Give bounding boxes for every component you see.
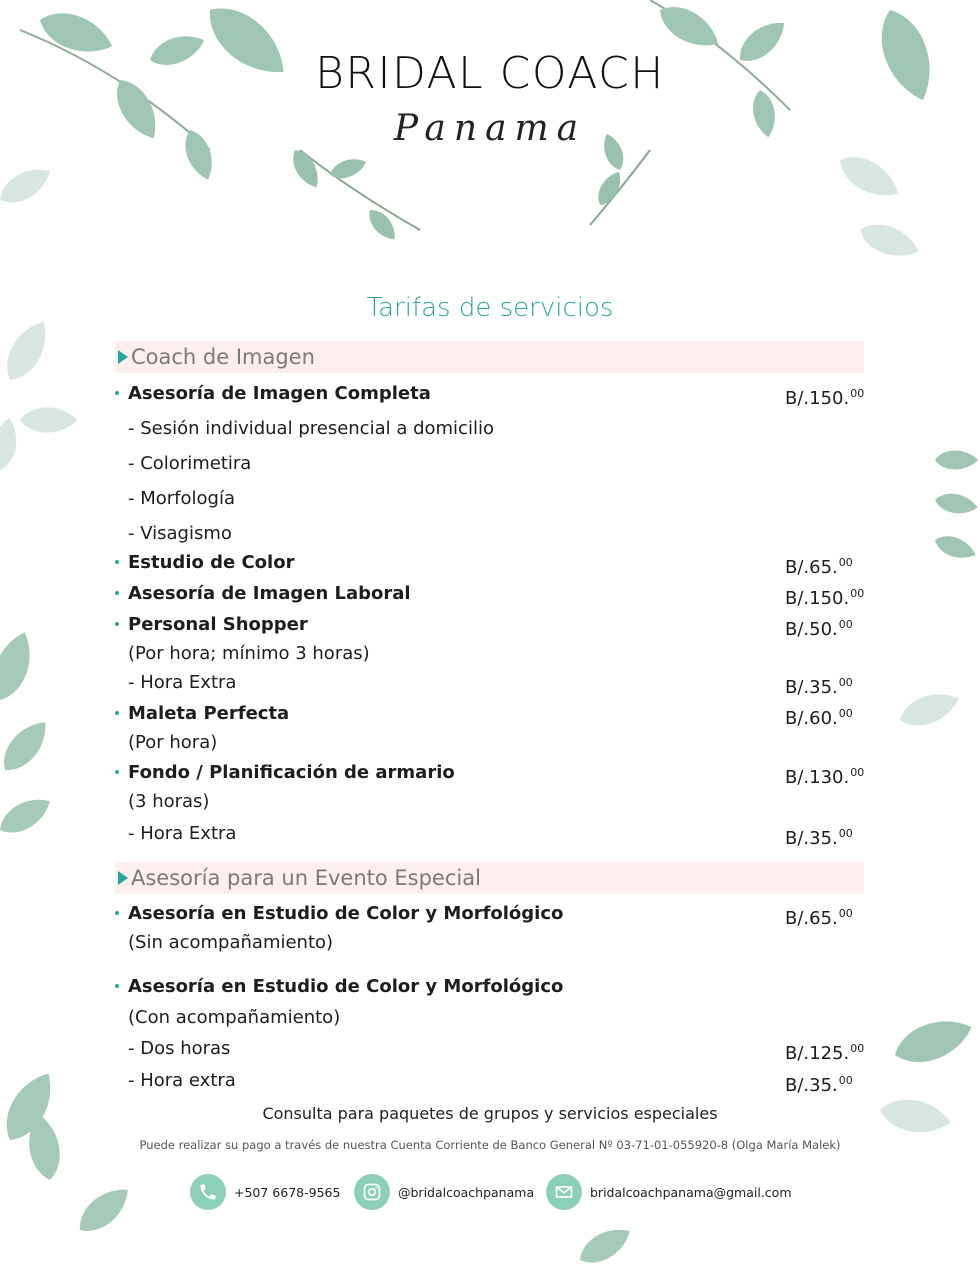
service-name: Asesoría de Imagen Completa [128, 383, 431, 404]
contact-instagram[interactable] [354, 1174, 534, 1210]
service-price: B/.150.00 [785, 387, 865, 409]
service-price: B/.60.00 [785, 707, 853, 729]
contact-row [0, 1174, 980, 1214]
service-name: Fondo / Planificación de armario [128, 762, 455, 783]
service-name: Asesoría en Estudio de Color y Morfológico [128, 976, 564, 997]
bullet-icon [115, 622, 119, 626]
service-name: Estudio de Color [128, 552, 295, 573]
phone-icon [190, 1174, 226, 1210]
detail-text: (Con acompañamiento) [128, 1007, 341, 1028]
category-title: Asesoría para un Evento Especial [131, 866, 481, 890]
service-name: Maleta Perfecta [128, 703, 290, 724]
category-title: Coach de Imagen [131, 345, 315, 369]
bullet-icon [115, 770, 119, 774]
bullet-icon [115, 911, 119, 915]
instagram-text: @bridalcoachpanama [398, 1184, 535, 1200]
detail-text: (Sin acompañamiento) [128, 932, 334, 953]
payment-note: Puede realizar su pago a través de nuestra Cuenta Corriente de Banco General Nº 03-71-01-055920-8 (Olga María Malek) [139, 1138, 841, 1152]
triangle-right-icon [118, 871, 128, 885]
mail-icon [546, 1174, 582, 1210]
service-name: Asesoría de Imagen Laboral [128, 583, 411, 604]
bullet-icon [115, 591, 119, 595]
category-header [115, 341, 864, 373]
detail-text: - Hora extra [128, 1070, 236, 1091]
detail-text: (3 horas) [128, 791, 210, 812]
detail-text: - Sesión individual presencial a domicilio [128, 418, 494, 439]
detail-text: - Hora Extra [128, 823, 237, 844]
service-price: B/.65.00 [785, 556, 853, 578]
service-name: Asesoría en Estudio de Color y Morfológico [128, 903, 564, 924]
service-price: B/.65.00 [785, 907, 853, 929]
detail-text: - Hora Extra [128, 672, 237, 693]
phone-text: +507 6678-9565 [234, 1184, 341, 1200]
service-price: B/.50.00 [785, 618, 853, 640]
service-price: B/.35.00 [785, 827, 853, 849]
contact-email[interactable] [546, 1174, 792, 1210]
detail-text: (Por hora) [128, 732, 218, 753]
bullet-icon [115, 984, 119, 988]
service-name: Personal Shopper [128, 614, 308, 635]
detail-text: - Morfología [128, 488, 235, 509]
detail-text: (Por hora; mínimo 3 horas) [128, 643, 370, 664]
instagram-icon [354, 1174, 390, 1210]
packages-note: Consulta para paquetes de grupos y servicios especiales [262, 1104, 718, 1123]
email-text: bridalcoachpanama@gmail.com [590, 1184, 792, 1200]
brand-subtitle: Panama [393, 108, 587, 149]
service-price: B/.150.00 [785, 587, 865, 609]
brand-title: BRIDAL COACH [315, 48, 665, 99]
section-title: Tarifas de servicios [366, 293, 614, 323]
detail-text: - Colorimetira [128, 453, 252, 474]
bullet-icon [115, 391, 119, 395]
bullet-icon [115, 560, 119, 564]
contact-phone[interactable] [190, 1174, 340, 1210]
detail-text: - Dos horas [128, 1038, 231, 1059]
triangle-right-icon [118, 350, 128, 364]
bullet-icon [115, 711, 119, 715]
service-price: B/.35.00 [785, 1074, 853, 1096]
service-price: B/.125.00 [785, 1042, 865, 1064]
service-price: B/.130.00 [785, 766, 865, 788]
category-header [115, 862, 864, 894]
detail-text: - Visagismo [128, 523, 232, 544]
service-price: B/.35.00 [785, 676, 853, 698]
